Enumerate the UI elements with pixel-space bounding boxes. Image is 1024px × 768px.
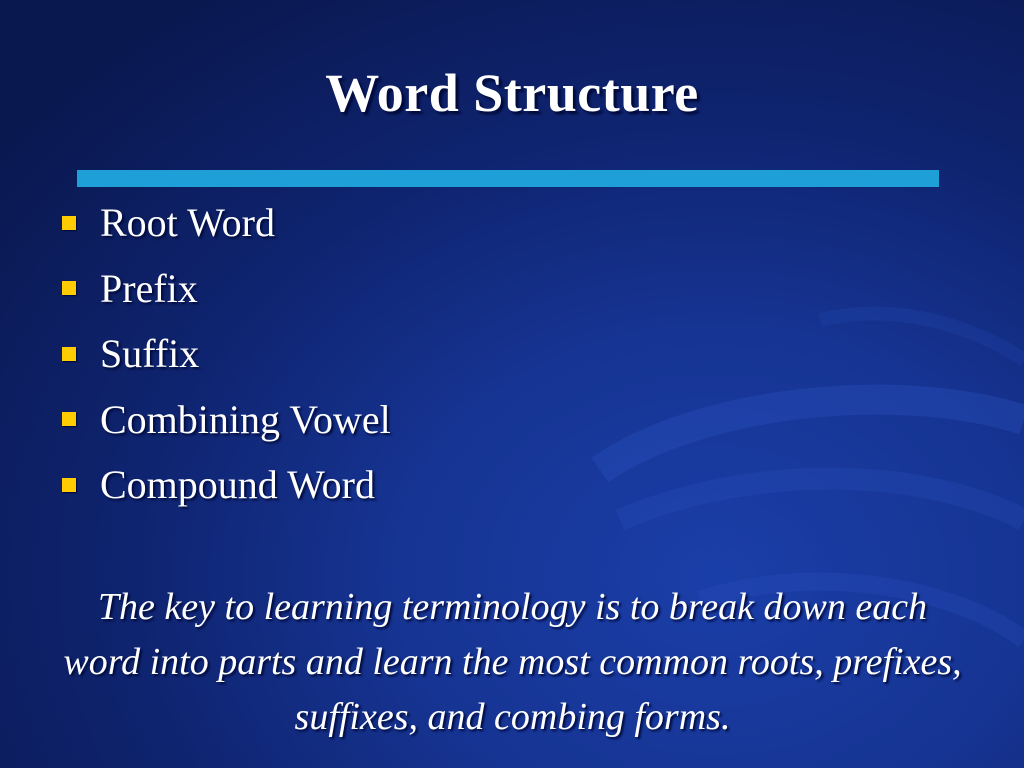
summary-note: The key to learning terminology is to break down each word into parts and learn the most common roots, prefixes, suffixes, and combing forms. bbox=[63, 586, 962, 738]
square-bullet-icon bbox=[62, 347, 76, 361]
bullet-text: Prefix bbox=[100, 265, 198, 311]
square-bullet-icon bbox=[62, 478, 76, 492]
title-underline-bar bbox=[77, 170, 939, 187]
bullet-text: Compound Word bbox=[100, 462, 375, 508]
square-bullet-icon bbox=[62, 412, 76, 426]
slide-title: Word Structure bbox=[325, 63, 699, 123]
bullet-item bbox=[62, 387, 391, 453]
square-bullet-icon bbox=[62, 281, 76, 295]
square-bullet-icon bbox=[62, 216, 76, 230]
bullet-text: Root Word bbox=[100, 200, 275, 246]
bullet-item bbox=[62, 452, 391, 518]
bullet-text: Suffix bbox=[100, 331, 200, 377]
bullet-item bbox=[62, 321, 391, 387]
bullet-list bbox=[62, 190, 391, 518]
bullet-item bbox=[62, 256, 391, 322]
bullet-text: Combining Vowel bbox=[100, 396, 391, 442]
bullet-item bbox=[62, 190, 391, 256]
